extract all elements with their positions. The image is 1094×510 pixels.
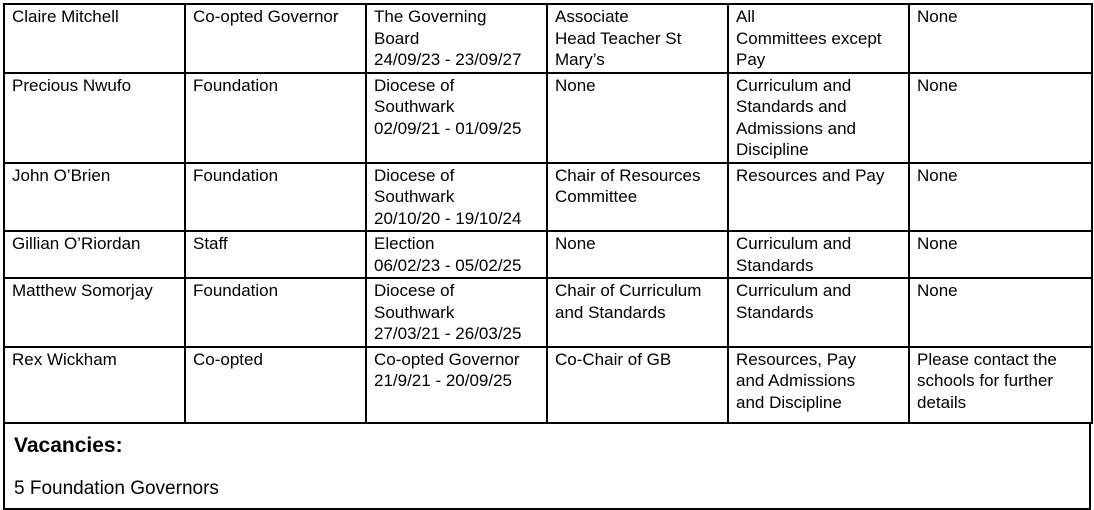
position-cell	[547, 231, 728, 278]
committees-line: Standards and	[736, 97, 847, 116]
governor-name-cell	[4, 73, 185, 163]
position-cell	[547, 73, 728, 163]
category-cell	[185, 347, 366, 423]
committees-line: Curriculum and	[736, 234, 852, 253]
category-cell	[185, 231, 366, 278]
position-cell	[547, 163, 728, 232]
table-row	[4, 231, 1092, 278]
position-cell	[547, 4, 728, 73]
governor-name: John O’Brien	[12, 165, 111, 185]
governor-category: Foundation	[193, 75, 279, 95]
governor-category: Staff	[193, 234, 228, 253]
vacancies-heading: Vacancies:	[14, 433, 123, 457]
interests-cell	[909, 73, 1092, 163]
appointed-by-line: Diocese of	[374, 165, 455, 185]
position-line: Chair of Resources	[555, 165, 701, 185]
interests-line: None	[917, 75, 958, 95]
governor-name: Rex Wickham	[12, 349, 117, 369]
position-cell	[547, 347, 728, 423]
committees-line: Pay	[736, 50, 766, 69]
appointed-by-line: Southwark	[374, 97, 455, 116]
interests-line: None	[917, 165, 958, 185]
term-dates: 27/03/21 - 26/03/25	[374, 324, 522, 343]
governor-name: Gillian O’Riordan	[12, 234, 141, 253]
committees-line: Resources, Pay	[736, 349, 856, 369]
committees-cell	[728, 231, 909, 278]
category-cell	[185, 4, 366, 73]
appointed-by-line: Election	[374, 234, 435, 253]
appointed-by-line: Board	[374, 28, 420, 48]
appointed-by-line: Southwark	[374, 187, 455, 206]
position-line: Co-Chair of GB	[555, 349, 672, 369]
position-cell	[547, 278, 728, 347]
governor-category: Foundation	[193, 281, 279, 300]
interests-line: details	[917, 392, 967, 412]
governor-name: Claire Mitchell	[12, 7, 119, 26]
interests-cell	[909, 278, 1092, 347]
category-cell	[185, 278, 366, 347]
appointed-by-line: The Governing	[374, 7, 487, 26]
term-dates: 24/09/23 - 23/09/27	[374, 50, 522, 69]
position-line: Associate	[555, 7, 629, 26]
committees-line: and Admissions	[736, 371, 856, 390]
governor-name-cell	[4, 231, 185, 278]
committees-cell	[728, 73, 909, 163]
governors-page	[3, 3, 1091, 510]
governor-name: Precious Nwufo	[12, 75, 132, 95]
appointed-by-line: Diocese of	[374, 281, 455, 300]
committees-cell	[728, 278, 909, 347]
committees-line: and Discipline	[736, 392, 842, 412]
category-cell	[185, 73, 366, 163]
governor-category: Co-opted	[193, 349, 263, 369]
term-dates: 21/9/21 - 20/09/25	[374, 371, 513, 390]
position-line: None	[555, 234, 596, 253]
interests-line: None	[917, 7, 958, 26]
interests-cell	[909, 4, 1092, 73]
position-line: None	[555, 75, 596, 95]
appointed-by-cell	[366, 163, 547, 232]
committees-cell	[728, 347, 909, 423]
governor-name-cell	[4, 347, 185, 423]
interests-line: Please contact the	[917, 349, 1057, 369]
committees-line: Standards	[736, 302, 814, 322]
governors-table	[3, 3, 1093, 424]
appointed-by-cell	[366, 347, 547, 423]
position-line: Head Teacher St	[555, 28, 682, 48]
committees-line: Admissions and	[736, 118, 857, 138]
interests-line: None	[917, 234, 958, 253]
position-line: and Standards	[555, 302, 666, 322]
committees-line: Curriculum and	[736, 281, 852, 300]
interests-cell	[909, 347, 1092, 423]
committees-line: Discipline	[736, 140, 809, 159]
governor-name-cell	[4, 163, 185, 232]
table-row	[4, 4, 1092, 73]
appointed-by-line: Diocese of	[374, 75, 455, 95]
committees-line: Committees except	[736, 28, 882, 48]
position-line: Committee	[555, 187, 638, 206]
interests-cell	[909, 163, 1092, 232]
committees-cell	[728, 163, 909, 232]
governor-name-cell	[4, 278, 185, 347]
committees-line: All	[736, 7, 755, 26]
appointed-by-cell	[366, 231, 547, 278]
category-cell	[185, 163, 366, 232]
committees-cell	[728, 4, 909, 73]
committees-line: Standards	[736, 255, 814, 275]
vacancies-section	[3, 424, 1091, 510]
position-line: Mary’s	[555, 50, 605, 69]
table-row	[4, 73, 1092, 163]
term-dates: 20/10/20 - 19/10/24	[374, 208, 522, 228]
interests-line: None	[917, 281, 958, 300]
term-dates: 02/09/21 - 01/09/25	[374, 118, 522, 138]
appointed-by-line: Southwark	[374, 302, 455, 322]
governor-name-cell	[4, 4, 185, 73]
interests-cell	[909, 231, 1092, 278]
interests-line: schools for further	[917, 371, 1054, 390]
position-line: Chair of Curriculum	[555, 281, 702, 300]
table-row	[4, 347, 1092, 423]
committees-line: Curriculum and	[736, 75, 852, 95]
table-row	[4, 278, 1092, 347]
appointed-by-cell	[366, 73, 547, 163]
committees-line: Resources and Pay	[736, 165, 885, 185]
table-row	[4, 163, 1092, 232]
vacancies-item: 5 Foundation Governors	[14, 477, 219, 499]
governor-category: Co-opted Governor	[193, 7, 339, 26]
governor-name: Matthew Somorjay	[12, 281, 153, 300]
term-dates: 06/02/23 - 05/02/25	[374, 255, 522, 275]
appointed-by-cell	[366, 278, 547, 347]
governor-category: Foundation	[193, 165, 279, 185]
appointed-by-cell	[366, 4, 547, 73]
appointed-by-line: Co-opted Governor	[374, 349, 520, 369]
